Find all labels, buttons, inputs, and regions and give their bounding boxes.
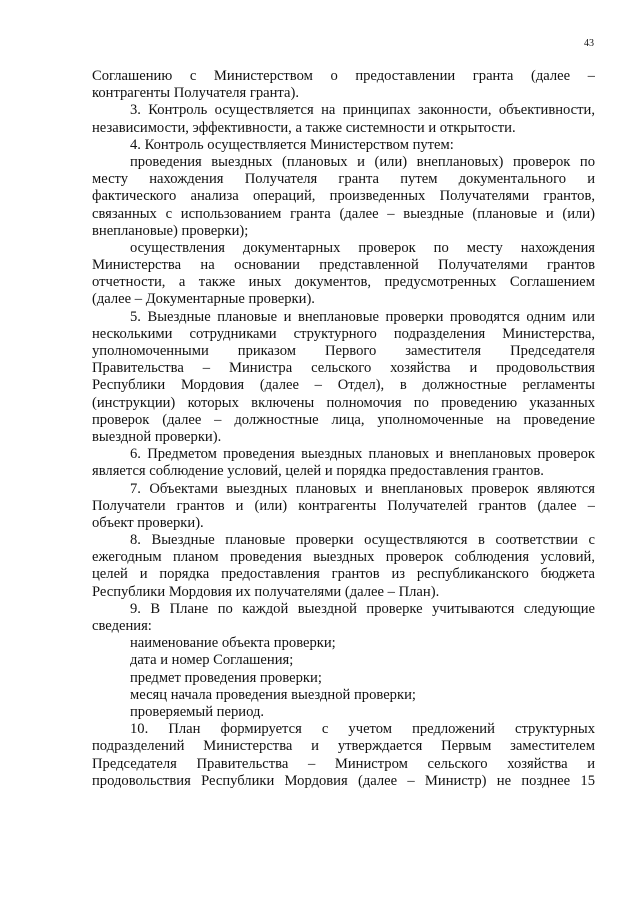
text-line: 5. Выездные плановые и внеплановые проверки проводятся одним или	[130, 308, 595, 325]
text-line: Получатели грантов и (или) контрагенты Получателей грантов (далее –	[92, 497, 595, 514]
text-line: выездной проверки).	[92, 428, 222, 445]
text-line: Правительства – Министра сельского хозяйства и продовольствия	[92, 360, 595, 377]
text-line: является соблюдение условий, целей и порядка предоставления грантов.	[92, 463, 544, 480]
text-line: сведения:	[92, 618, 152, 634]
text-line: подразделений Министерства и утверждается Первым заместителем	[92, 738, 595, 755]
text-line: проведения выездных (плановых и (или) внеплановых) проверок по	[130, 153, 595, 170]
text-line: Министерства на основании представленной Получателями грантов	[92, 257, 595, 274]
text-line: продовольствия Республики Мордовия (далее – Министр) не позднее 15	[92, 772, 595, 789]
text-line: предмет проведения проверки;	[130, 669, 322, 686]
text-line: Председателя Правительства – Министром сельского хозяйства и	[92, 755, 595, 772]
text-line: контрагенты Получателя гранта).	[92, 85, 299, 102]
text-line: проверок (далее – должностные лица, уполномоченные на проведение	[92, 411, 595, 428]
text-line: 7. Объектами выездных плановых и внеплановых проверок являются	[130, 480, 595, 497]
text-line: 6. Предметом проведения выездных плановых и внеплановых проверок	[130, 446, 595, 463]
text-line: фактического анализа операций, произведенных Получателями грантов,	[92, 188, 595, 205]
text-line: наименование объекта проверки;	[130, 635, 336, 652]
text-line: внеплановые) проверки);	[92, 222, 249, 239]
text-line: связанных с использованием гранта (далее – выездные (плановые и (или)	[92, 205, 595, 222]
text-line: (инструкции) которых включены полномочия по проведению указанных	[92, 394, 595, 411]
text-line: Республики Мордовия их получателями (далее – План).	[92, 583, 440, 600]
text-line: целей и порядка предоставления грантов из республиканского бюджета	[92, 566, 595, 583]
text-line: Республики Мордовия (далее – Отдел), в должностные регламенты	[92, 377, 595, 394]
body-text	[92, 68, 595, 790]
text-line: 4. Контроль осуществляется Министерством путем:	[130, 136, 454, 153]
text-line: Соглашению с Министерством о предоставлении гранта (далее –	[92, 68, 595, 84]
text-line: месяц начала проведения выездной проверки;	[130, 686, 416, 703]
text-line: несколькими сотрудниками структурного подразделения Министерства,	[92, 325, 595, 342]
text-line: дата и номер Соглашения;	[130, 652, 294, 669]
text-line: уполномоченными приказом Первого заместителя Председателя	[92, 343, 595, 359]
page-number: 43	[584, 38, 594, 49]
text-line: 3. Контроль осуществляется на принципах законности, объективности,	[130, 102, 595, 119]
text-line: ежегодным планом проведения выездных проверок соблюдения условий,	[92, 549, 595, 566]
text-line: объект проверки).	[92, 514, 204, 531]
text-line: (далее – Документарные проверки).	[92, 291, 315, 308]
text-line: 8. Выездные плановые проверки осуществляются в соответствии с	[130, 532, 595, 549]
text-line: независимости, эффективности, а также системности и открытости.	[92, 119, 516, 136]
text-line: 9. В Плане по каждой выездной проверке учитываются следующие	[130, 600, 595, 617]
text-line: 10. План формируется с учетом предложений структурных	[130, 721, 595, 738]
text-line: проверяемый период.	[130, 703, 265, 720]
text-line: отчетности, а также иных документов, предусмотренных Соглашением	[92, 274, 595, 291]
text-line: осуществления документарных проверок по месту нахождения	[130, 239, 595, 256]
text-line: месту нахождения Получателя гранта путем документального и	[92, 171, 595, 188]
